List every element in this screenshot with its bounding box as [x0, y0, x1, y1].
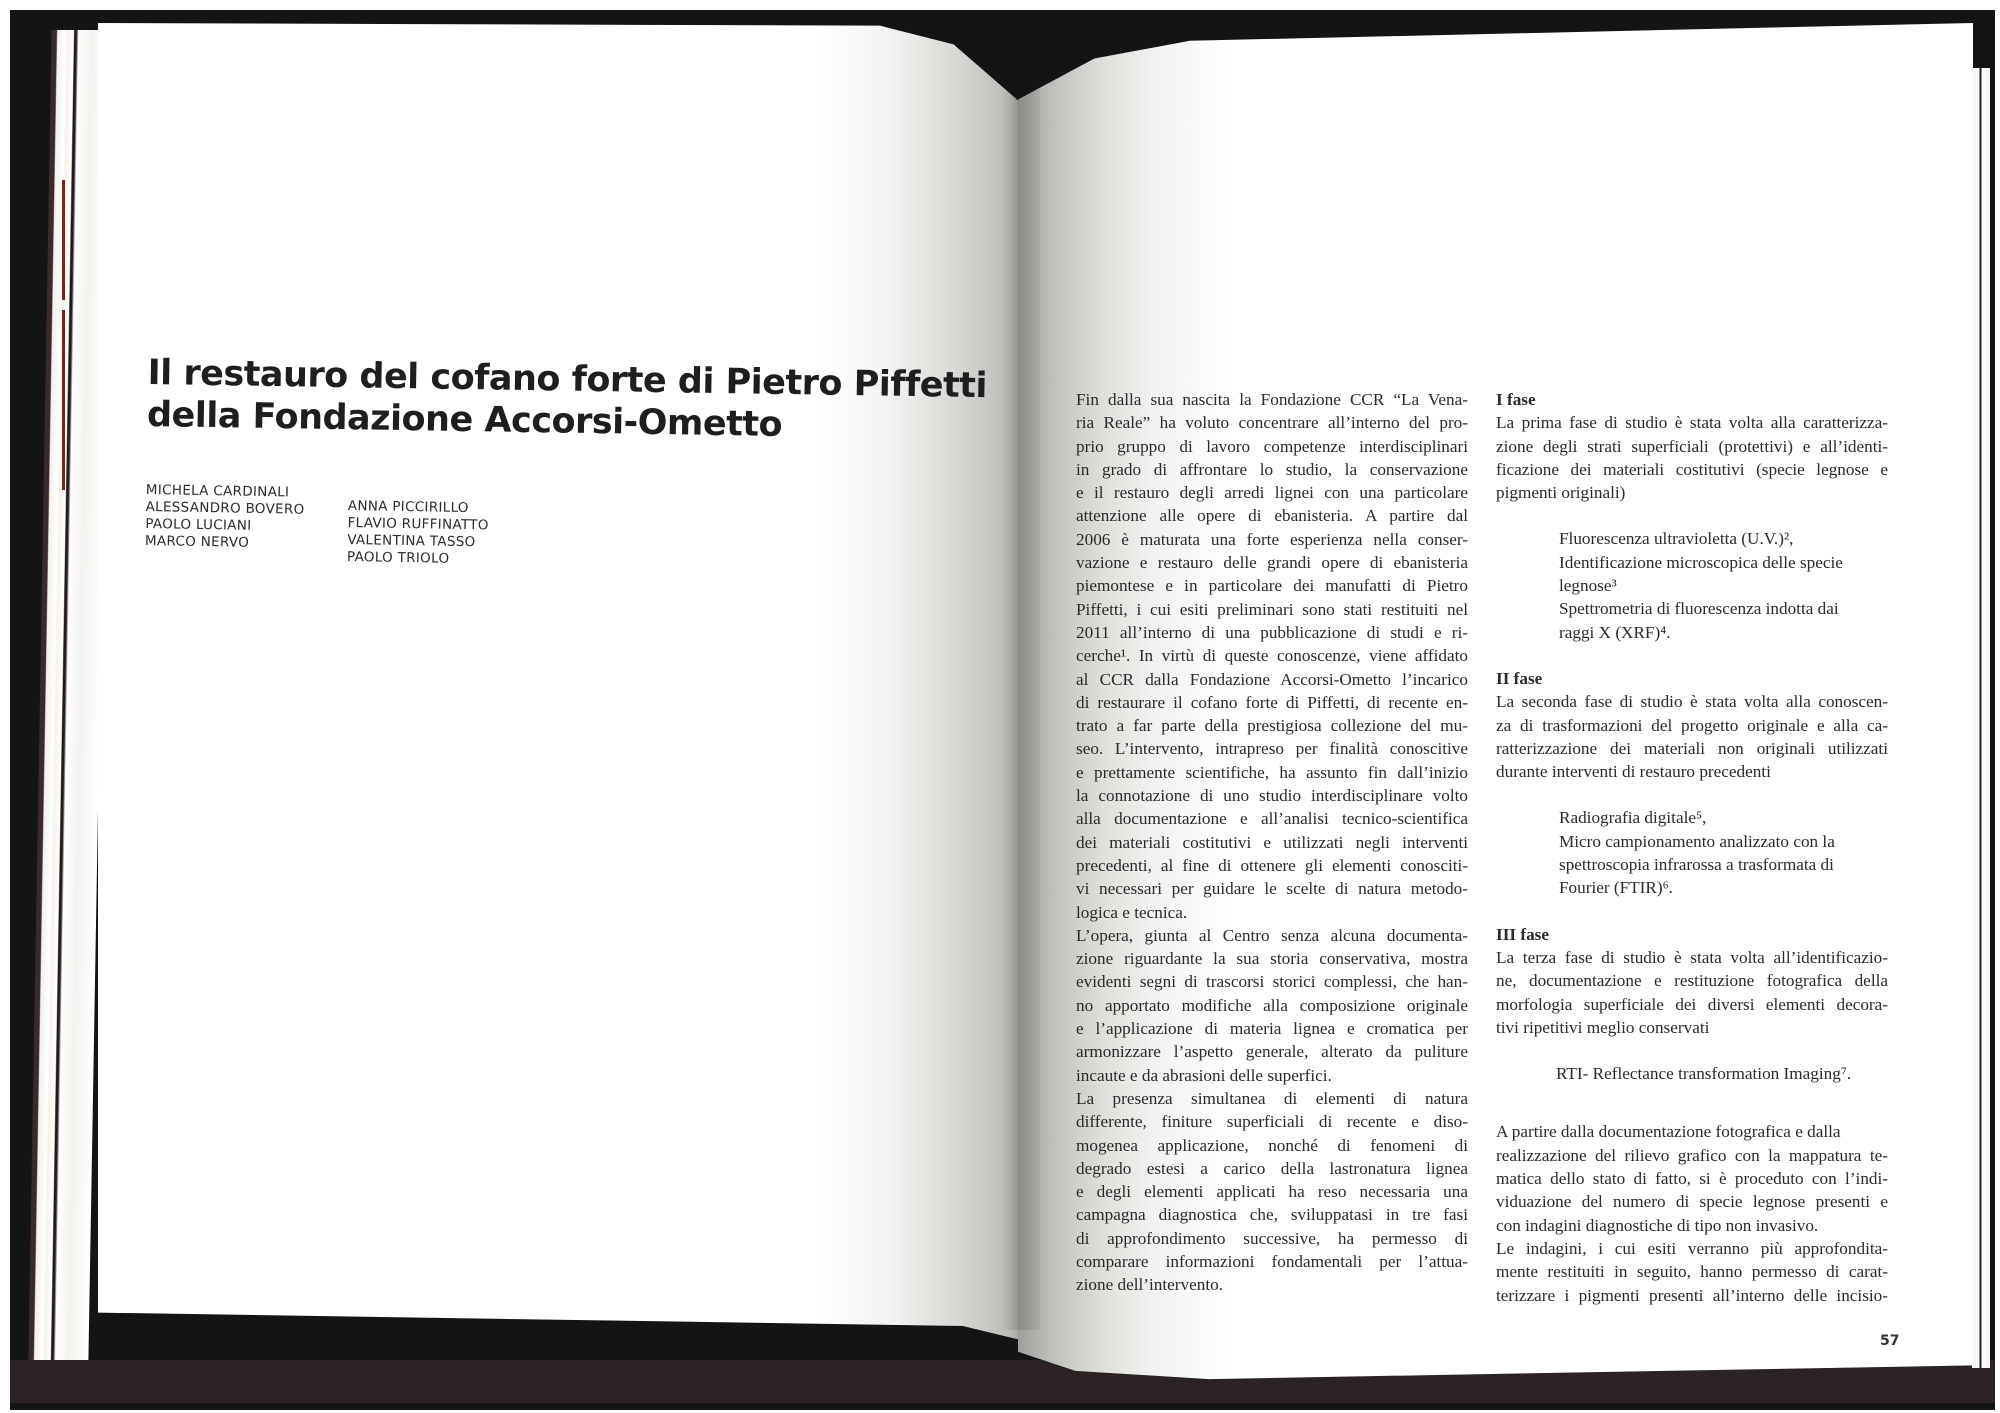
text-line: mogenea applicazione, nonché di fenomeni di	[1076, 1135, 1468, 1155]
text-line: 2011 all’interno di una pubblicazione di studi e ri-	[1076, 622, 1468, 642]
text-line: mente restituiti in seguito, hanno permesso di carat-	[1496, 1262, 1888, 1282]
technique-item: raggi X (XRF)⁴.	[1559, 622, 1671, 642]
phase-heading: I fase	[1496, 390, 1536, 409]
technique-item: RTI- Reflectance transformation Imaging⁷.	[1556, 1064, 1852, 1084]
text-line: prio gruppo di lavoro competenze interdisciplinari	[1076, 436, 1468, 456]
text-line: zione dell’intervento.	[1076, 1275, 1223, 1295]
text-line: e degli elementi applicati ha reso necessaria una	[1076, 1182, 1468, 1202]
text-line: ria Reale” ha voluto concentrare all’interno del pro-	[1076, 413, 1468, 433]
text-line: seo. L’intervento, intrapreso per finalità conoscitive	[1076, 739, 1468, 759]
technique-item: legnose³	[1559, 576, 1617, 596]
text-line: La prima fase di studio è stata volta alla caratterizza-	[1496, 413, 1888, 433]
body-column-right	[1496, 388, 1888, 1307]
title-line: della Fondazione Accorsi-Ometto	[146, 394, 783, 445]
text-line: la connotazione di uno studio interdisciplinare volto	[1076, 786, 1468, 806]
technique-list	[1496, 527, 1888, 643]
text-line: di restaurare il cofano forte di Piffetti, di recente en-	[1076, 692, 1468, 712]
text-line: pigmenti originali)	[1496, 483, 1626, 503]
text-line: e il restauro degli arredi lignei con una particolare	[1076, 483, 1468, 503]
author-name: MARCO NERVO	[144, 532, 250, 551]
text-line: tivi ripetitivi meglio conservati	[1496, 1017, 1710, 1037]
text-line: realizzazione del rilievo grafico con la mappatura te-	[1496, 1145, 1888, 1165]
text-line: differente, finiture superficiali di recente e diso-	[1076, 1112, 1468, 1132]
author-name: FLAVIO RUFFINATTO	[347, 514, 489, 534]
text-line: viduazione del numero di specie legnose presenti e	[1496, 1192, 1888, 1212]
text-line: degrado estesi a carico della lastronatura lignea	[1076, 1158, 1468, 1178]
text-line: zione degli strati superficiali (protettivi) e all’identi-	[1496, 436, 1888, 456]
text-line: matica dello stato di fatto, si è proceduto con l’indi-	[1496, 1169, 1888, 1189]
text-line: ficazione dei materiali costitutivi (specie legnose e	[1496, 459, 1888, 479]
text-line: e prettamente scientifiche, ha assunto fin dall’inizio	[1076, 762, 1468, 782]
author-list-1	[145, 482, 305, 553]
technique-item: Radiografia digitale⁵,	[1559, 808, 1707, 828]
text-line: Piffetti, i cui esiti preliminari sono stati restituiti nel	[1076, 599, 1468, 619]
book-gutter	[1000, 90, 1040, 1330]
technique-list	[1496, 1062, 1888, 1085]
text-line: in grado di affrontare lo studio, la conservazione	[1076, 459, 1468, 479]
text-line: vazione e restauro delle grandi opere di ebanisteria	[1076, 553, 1468, 573]
title-line: Il restauro del cofano forte di Pietro Piffetti	[147, 352, 988, 407]
text-line: evidenti segni di trascorsi storici complessi, che han-	[1076, 972, 1468, 992]
text-line: L’opera, giunta al Centro senza alcuna documenta-	[1076, 925, 1468, 945]
author-name: PAOLO TRIOLO	[346, 548, 450, 567]
text-line: alla documentazione e all’analisi tecnico-scientifica	[1076, 809, 1468, 829]
technique-item: Micro campionamento analizzato con la	[1559, 831, 1835, 851]
text-line: armonizzare l’aspetto generale, alterato da puliture	[1076, 1042, 1468, 1062]
text-line: ratterizzazione dei materiali non originali utilizzati	[1496, 738, 1888, 758]
text-line: La seconda fase di studio è stata volta alla conoscen-	[1496, 692, 1888, 712]
text-line: attenzione alle opere di ebanisteria. A partire dal	[1076, 506, 1468, 526]
text-line: A partire dalla documentazione fotografica e dalla	[1496, 1122, 1841, 1142]
body-column-left	[1076, 388, 1468, 1297]
text-line: zione riguardante la sua storia conservativa, mostra	[1076, 949, 1468, 969]
technique-item: Spettrometria di fluorescenza indotta dai	[1559, 599, 1839, 619]
text-line: piemontese e in particolare dei manufatti di Pietro	[1076, 576, 1468, 596]
technique-list	[1496, 806, 1888, 899]
technique-item: Identificazione microscopica delle specie	[1559, 552, 1843, 572]
author-name: ANNA PICCIRILLO	[347, 498, 469, 517]
technique-item: Fluorescenza ultravioletta (U.V.)²,	[1559, 529, 1794, 549]
author-list-2	[347, 498, 489, 568]
text-line: cerche¹. In virtù di queste conoscenze, viene affidato	[1076, 646, 1468, 666]
phase-heading: II fase	[1496, 668, 1543, 688]
left-page	[98, 23, 1018, 1358]
author-name: ALESSANDRO BOVERO	[145, 498, 305, 518]
technique-item: Fourier (FTIR)⁶.	[1559, 878, 1673, 898]
text-line: durante interventi di restauro precedenti	[1496, 762, 1771, 782]
text-line: La terza fase di studio è stata volta all’identificazio-	[1496, 947, 1888, 967]
technique-item: spettroscopia infrarossa a trasformata di	[1559, 855, 1834, 875]
text-line: comparare informazioni fondamentali per l’attua-	[1076, 1251, 1468, 1271]
text-line: morfologia superficiale dei diversi elementi decora-	[1496, 994, 1888, 1014]
text-line: terizzare i pigmenti presenti all’interno delle incisio-	[1496, 1285, 1888, 1305]
page-edge-stripe	[62, 180, 65, 300]
author-name: PAOLO LUCIANI	[145, 515, 252, 534]
text-line: no apportato modifiche alla composizione originale	[1076, 995, 1468, 1015]
text-line: incaute e da abrasioni delle superfici.	[1076, 1065, 1332, 1085]
author-name: VALENTINA TASSO	[347, 531, 476, 551]
text-line: Fin dalla sua nascita la Fondazione CCR “La Vena-	[1076, 390, 1468, 409]
phase-heading: III fase	[1496, 924, 1549, 944]
page-edge-stripe	[62, 310, 65, 490]
page-number: 57	[1880, 1333, 1900, 1349]
right-page-edges	[1972, 68, 1990, 1368]
text-line: campagna diagnostica che, sviluppatasi in tre fasi	[1076, 1205, 1468, 1225]
text-line: con indagini diagnostiche di tipo non invasivo.	[1496, 1215, 1819, 1235]
text-line: logica e tecnica.	[1076, 902, 1188, 922]
text-line: La presenza simultanea di elementi di natura	[1076, 1088, 1468, 1108]
text-line: Le indagini, i cui esiti verranno più approfondita-	[1496, 1238, 1888, 1258]
text-line: 2006 è maturata una forte esperienza nella conser-	[1076, 529, 1468, 549]
author-name: MICHELA CARDINALI	[145, 482, 290, 501]
text-line: di approfondimento successive, ha permesso di	[1076, 1228, 1468, 1248]
text-line: vi necessari per guidare le scelte di natura metodo-	[1076, 879, 1468, 899]
text-line: e l’applicazione di materia lignea e cromatica per	[1076, 1019, 1468, 1039]
article-title	[146, 352, 988, 449]
text-line: trato a far parte della prestigiosa collezione del mu-	[1076, 716, 1468, 736]
text-line: precedenti, al fine di ottenere gli elementi conosciti-	[1076, 855, 1468, 875]
text-line: dei materiali costitutivi e utilizzati negli interventi	[1076, 832, 1468, 852]
text-line: ne, documentazione e restituzione fotografica della	[1496, 971, 1888, 991]
text-line: za di trasformazioni del progetto originale e alla ca-	[1496, 715, 1888, 735]
text-line: al CCR dalla Fondazione Accorsi-Ometto l’incarico	[1076, 669, 1468, 689]
